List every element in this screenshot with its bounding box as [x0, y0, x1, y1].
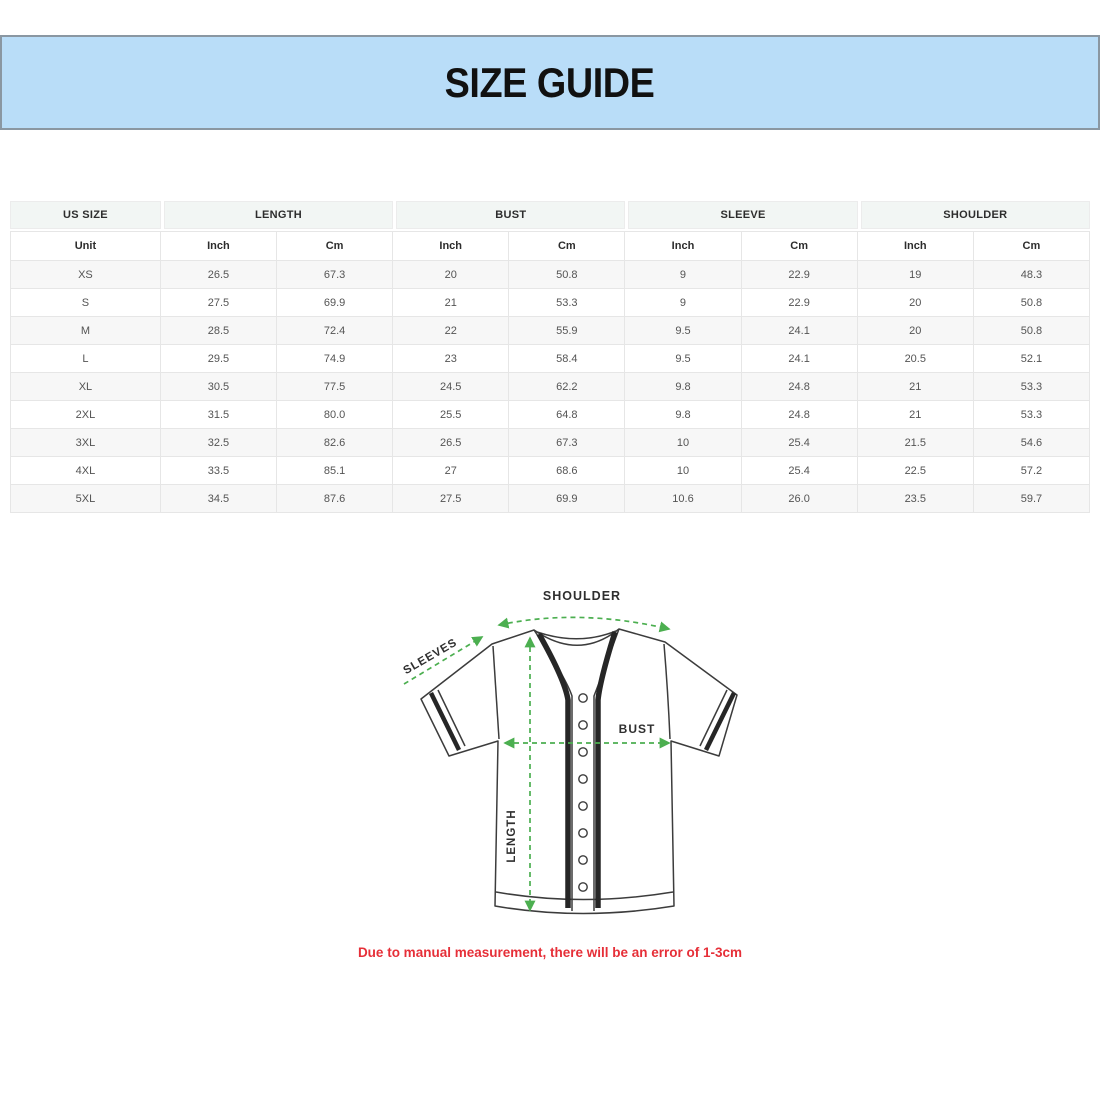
- measurement-value-cell: 25.4: [741, 457, 857, 485]
- measurement-value-cell: 20: [393, 261, 509, 289]
- measurement-value-cell: 19: [857, 261, 973, 289]
- size-label-cell: 4XL: [11, 457, 161, 485]
- size-table-section: [10, 201, 1090, 513]
- measurement-value-cell: 67.3: [277, 261, 393, 289]
- measurement-value-cell: 26.5: [160, 261, 276, 289]
- table-row: [11, 429, 1090, 457]
- group-header-us-size: US SIZE: [10, 201, 161, 229]
- measurement-value-cell: 9.8: [625, 401, 741, 429]
- group-header-bust: BUST: [396, 201, 625, 229]
- group-header-shoulder: SHOULDER: [861, 201, 1090, 229]
- measurement-value-cell: 27: [393, 457, 509, 485]
- measurement-value-cell: 62.2: [509, 373, 625, 401]
- measurement-value-cell: 77.5: [277, 373, 393, 401]
- measurement-value-cell: 26.0: [741, 485, 857, 513]
- unit-row: [11, 232, 1090, 261]
- measurement-value-cell: 50.8: [509, 261, 625, 289]
- measurement-value-cell: 22.9: [741, 261, 857, 289]
- measurement-value-cell: 55.9: [509, 317, 625, 345]
- measurement-value-cell: 9.5: [625, 317, 741, 345]
- measurement-value-cell: 21.5: [857, 429, 973, 457]
- shoulder-arrow: [499, 617, 669, 629]
- measurement-value-cell: 25.4: [741, 429, 857, 457]
- unit-header: Unit: [11, 232, 161, 261]
- table-group-header-row: [10, 201, 1090, 229]
- measurement-value-cell: 59.7: [973, 485, 1089, 513]
- jersey-diagram: [382, 580, 752, 930]
- measurement-value-cell: 68.6: [509, 457, 625, 485]
- measurement-arrows: [404, 617, 669, 910]
- table-row: [11, 317, 1090, 345]
- sleeves-label: SLEEVES: [401, 636, 460, 678]
- group-header-length: LENGTH: [164, 201, 393, 229]
- measurement-value-cell: 21: [393, 289, 509, 317]
- shoulder-label: SHOULDER: [542, 589, 622, 603]
- measurement-value-cell: 52.1: [973, 345, 1089, 373]
- length-inch-header: Inch: [160, 232, 276, 261]
- size-label-cell: 5XL: [11, 485, 161, 513]
- measurement-value-cell: 20.5: [857, 345, 973, 373]
- measurement-value-cell: 9: [625, 261, 741, 289]
- measurement-diagram: [0, 580, 1100, 935]
- measurement-value-cell: 32.5: [160, 429, 276, 457]
- table-row: [11, 345, 1090, 373]
- measurement-value-cell: 24.1: [741, 317, 857, 345]
- measurement-error-note: Due to manual measurement, there will be an error of 1-3cm: [357, 945, 743, 960]
- measurement-value-cell: 50.8: [973, 289, 1089, 317]
- measurement-value-cell: 57.2: [973, 457, 1089, 485]
- measurement-value-cell: 30.5: [160, 373, 276, 401]
- size-table: [10, 231, 1090, 513]
- measurement-value-cell: 24.8: [741, 373, 857, 401]
- measurement-value-cell: 27.5: [393, 485, 509, 513]
- measurement-value-cell: 25.5: [393, 401, 509, 429]
- measurement-value-cell: 22.5: [857, 457, 973, 485]
- table-row: [11, 289, 1090, 317]
- size-label-cell: 2XL: [11, 401, 161, 429]
- measurement-value-cell: 20: [857, 289, 973, 317]
- table-row: [11, 485, 1090, 513]
- measurement-value-cell: 20: [857, 317, 973, 345]
- measurement-value-cell: 29.5: [160, 345, 276, 373]
- measurement-value-cell: 10: [625, 429, 741, 457]
- measurement-value-cell: 24.5: [393, 373, 509, 401]
- measurement-value-cell: 9.5: [625, 345, 741, 373]
- size-label-cell: XS: [11, 261, 161, 289]
- length-cm-header: Cm: [277, 232, 393, 261]
- size-label-cell: S: [11, 289, 161, 317]
- shoulder-cm-header: Cm: [973, 232, 1089, 261]
- measurement-value-cell: 54.6: [973, 429, 1089, 457]
- bust-inch-header: Inch: [393, 232, 509, 261]
- measurement-value-cell: 82.6: [277, 429, 393, 457]
- measurement-value-cell: 31.5: [160, 401, 276, 429]
- measurement-value-cell: 24.1: [741, 345, 857, 373]
- shoulder-inch-header: Inch: [857, 232, 973, 261]
- table-row: [11, 261, 1090, 289]
- sleeve-cm-header: Cm: [741, 232, 857, 261]
- table-row: [11, 401, 1090, 429]
- measurement-value-cell: 87.6: [277, 485, 393, 513]
- measurement-value-cell: 10: [625, 457, 741, 485]
- measurement-value-cell: 28.5: [160, 317, 276, 345]
- measurement-value-cell: 69.9: [509, 485, 625, 513]
- measurement-value-cell: 80.0: [277, 401, 393, 429]
- measurement-value-cell: 9.8: [625, 373, 741, 401]
- measurement-value-cell: 64.8: [509, 401, 625, 429]
- measurement-value-cell: 72.4: [277, 317, 393, 345]
- page-title: SIZE GUIDE: [445, 58, 655, 106]
- jersey-buttons: [579, 694, 587, 891]
- measurement-value-cell: 58.4: [509, 345, 625, 373]
- size-label-cell: XL: [11, 373, 161, 401]
- measurement-value-cell: 24.8: [741, 401, 857, 429]
- measurement-value-cell: 53.3: [509, 289, 625, 317]
- measurement-value-cell: 34.5: [160, 485, 276, 513]
- measurement-value-cell: 21: [857, 401, 973, 429]
- measurement-value-cell: 27.5: [160, 289, 276, 317]
- measurement-value-cell: 53.3: [973, 401, 1089, 429]
- size-label-cell: L: [11, 345, 161, 373]
- measurement-value-cell: 48.3: [973, 261, 1089, 289]
- measurement-value-cell: 69.9: [277, 289, 393, 317]
- measurement-value-cell: 23: [393, 345, 509, 373]
- measurement-value-cell: 85.1: [277, 457, 393, 485]
- measurement-value-cell: 22.9: [741, 289, 857, 317]
- table-row: [11, 457, 1090, 485]
- group-header-sleeve: SLEEVE: [628, 201, 857, 229]
- measurement-value-cell: 22: [393, 317, 509, 345]
- measurement-value-cell: 67.3: [509, 429, 625, 457]
- measurement-value-cell: 23.5: [857, 485, 973, 513]
- size-guide-banner: [0, 35, 1100, 130]
- size-label-cell: 3XL: [11, 429, 161, 457]
- measurement-value-cell: 33.5: [160, 457, 276, 485]
- table-row: [11, 373, 1090, 401]
- measurement-value-cell: 10.6: [625, 485, 741, 513]
- size-table-body: [11, 261, 1090, 513]
- measurement-value-cell: 26.5: [393, 429, 509, 457]
- measurement-value-cell: 74.9: [277, 345, 393, 373]
- size-label-cell: M: [11, 317, 161, 345]
- bust-label: BUST: [618, 722, 656, 736]
- length-label: LENGTH: [506, 809, 518, 863]
- jersey-outline: [421, 629, 737, 914]
- measurement-value-cell: 9: [625, 289, 741, 317]
- measurement-value-cell: 53.3: [973, 373, 1089, 401]
- sleeve-inch-header: Inch: [625, 232, 741, 261]
- bust-cm-header: Cm: [509, 232, 625, 261]
- measurement-value-cell: 21: [857, 373, 973, 401]
- measurement-value-cell: 50.8: [973, 317, 1089, 345]
